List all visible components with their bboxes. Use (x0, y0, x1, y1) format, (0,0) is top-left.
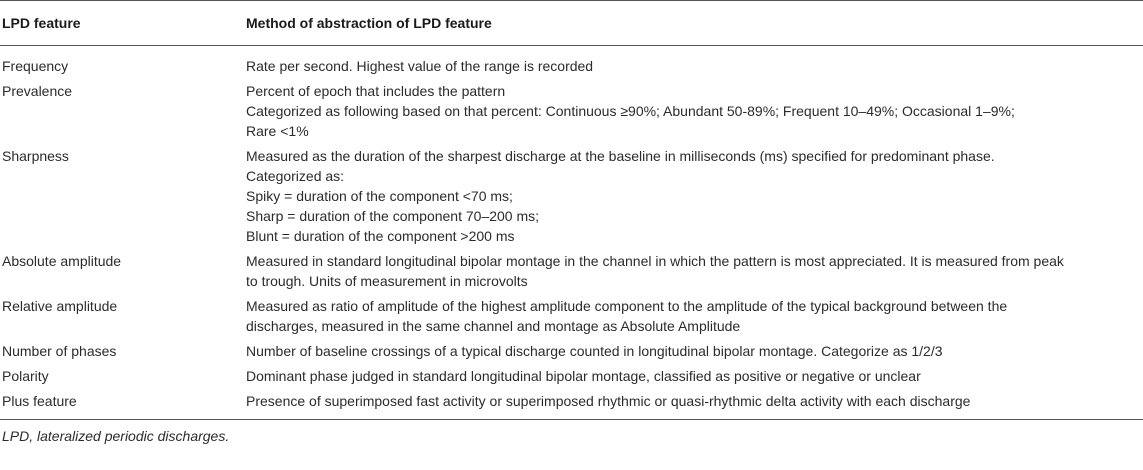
header-row (0, 1, 1143, 46)
method-line: Presence of superimposed fast activity or superimposed rhythmic or quasi-rhythmic delta activity with each discharge (246, 393, 971, 409)
method-line: Blunt = duration of the component >200 ms (246, 228, 515, 244)
feature-name-cell: Frequency (2, 58, 69, 74)
method-line: Dominant phase judged in standard longitudinal bipolar montage, classified as positive or negative or unclear (246, 368, 921, 384)
table-row (0, 146, 1143, 251)
method-description-cell (244, 366, 1143, 391)
table-row (0, 341, 1143, 366)
table-row (0, 366, 1143, 391)
feature-name-cell: Absolute amplitude (2, 253, 122, 269)
table-footnote: LPD, lateralized periodic discharges. (2, 428, 230, 444)
method-line: Rare <1% (246, 123, 309, 139)
method-line: Categorized as following based on that percent: Continuous ≥90%; Abundant 50-89%; Frequent 10–49%; Occasional 1–9%; (246, 103, 1015, 119)
method-line: Categorized as: (246, 168, 345, 184)
feature-name-cell: Sharpness (2, 148, 69, 164)
method-description-cell (244, 146, 1143, 251)
table-row (0, 391, 1143, 420)
method-line: Measured in standard longitudinal bipolar montage in the channel in which the pattern is most appreciated. It is measured from peak (246, 253, 1064, 269)
method-line: Spiky = duration of the component <70 ms; (246, 188, 513, 204)
method-line: Sharp = duration of the component 70–200 ms; (246, 208, 540, 224)
method-description-cell (244, 341, 1143, 366)
feature-name-cell: Number of phases (2, 343, 117, 359)
feature-name-cell: Prevalence (2, 83, 73, 99)
method-line: Number of baseline crossings of a typical discharge counted in longitudinal bipolar montage. Categorize as 1/2/3 (246, 343, 943, 359)
method-line: Measured as the duration of the sharpest discharge at the baseline in milliseconds (ms) specified for predominant phase. (246, 148, 995, 164)
feature-name-cell: Polarity (2, 368, 49, 384)
feature-name-cell: Plus feature (0, 391, 244, 420)
table-header (0, 1, 1143, 46)
method-description-cell (244, 296, 1143, 341)
table-row (0, 81, 1143, 146)
table-row (0, 296, 1143, 341)
header-method: Method of abstraction of LPD feature (244, 1, 1143, 46)
method-description-cell (244, 56, 1143, 81)
header-lpd-feature: LPD feature (0, 1, 244, 46)
spacer-row (0, 46, 1143, 57)
method-description-cell (244, 81, 1143, 146)
method-line: Measured as ratio of amplitude of the highest amplitude component to the amplitude of the typical background between the (246, 298, 1008, 314)
method-description-cell (244, 391, 1143, 420)
method-description-cell (244, 251, 1143, 296)
table-body (0, 46, 1143, 420)
method-line: discharges, measured in the same channel and montage as Absolute Amplitude (246, 318, 741, 334)
method-line: to trough. Units of measurement in microvolts (246, 273, 528, 289)
table-row (0, 56, 1143, 81)
method-line: Rate per second. Highest value of the range is recorded (246, 58, 594, 74)
method-line: Percent of epoch that includes the pattern (246, 83, 506, 99)
feature-name-cell: Relative amplitude (2, 298, 118, 314)
table-row (0, 251, 1143, 296)
